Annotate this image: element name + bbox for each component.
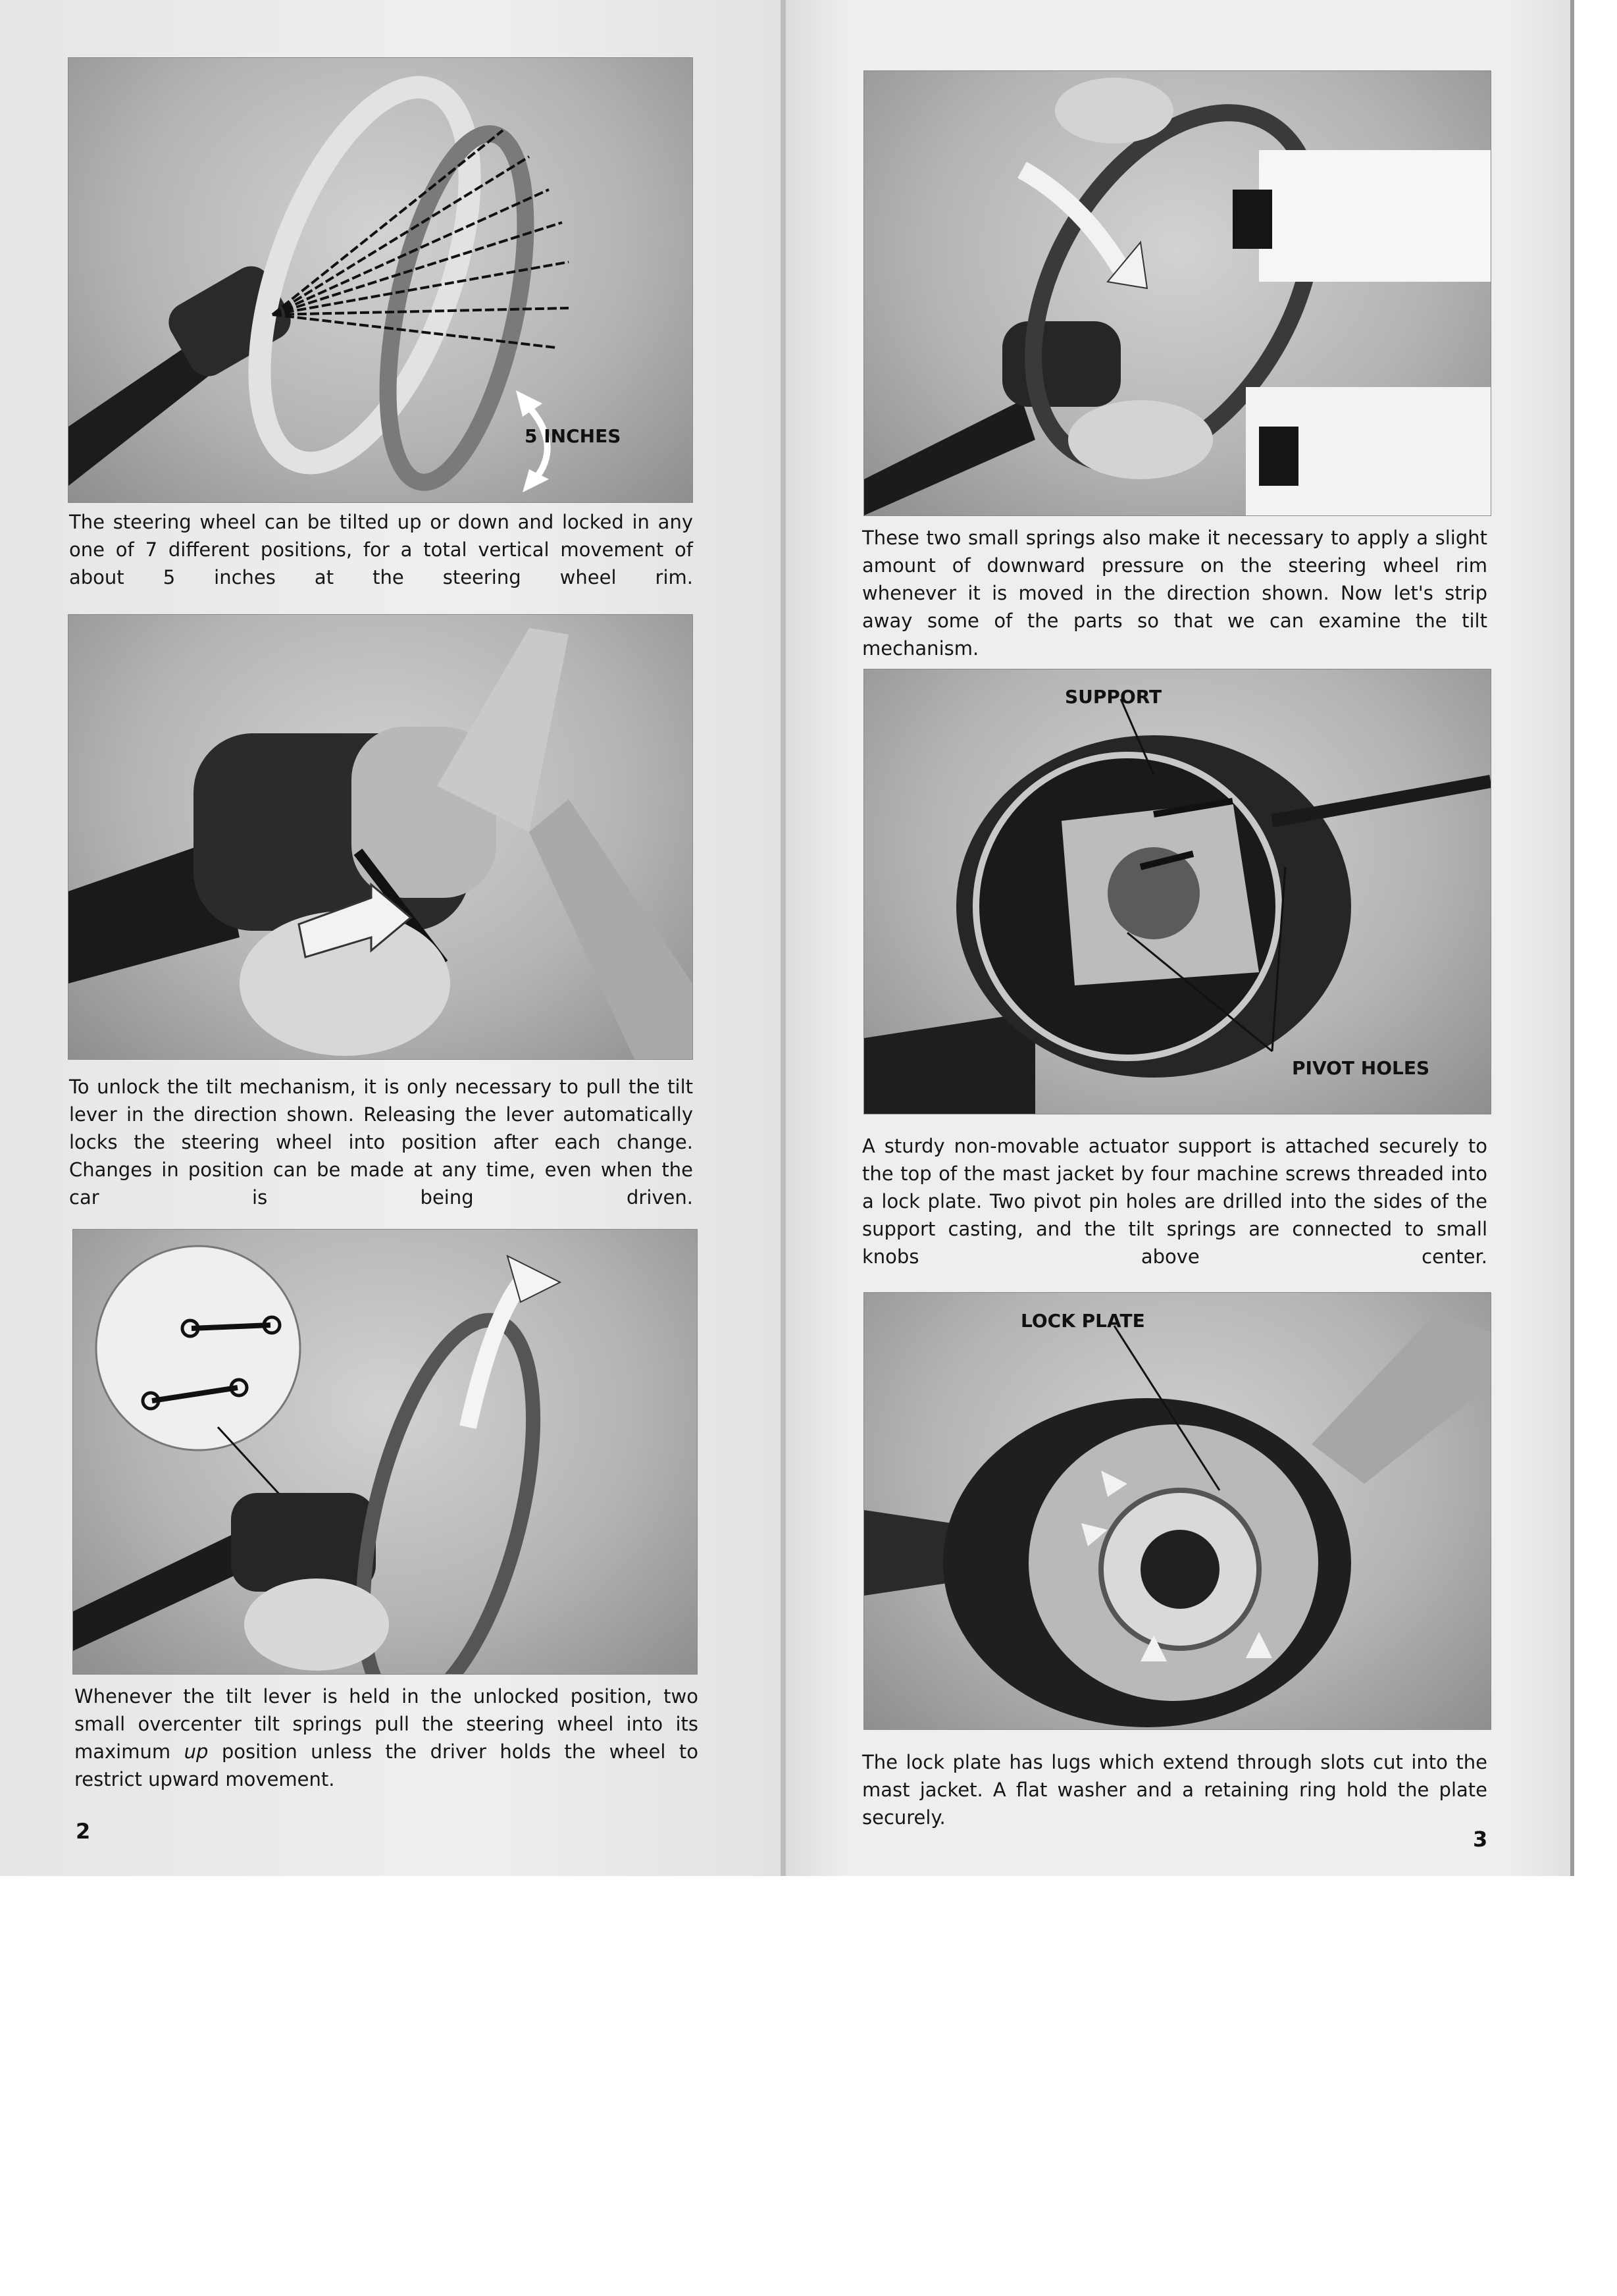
tilt-lever-illustration	[68, 615, 692, 1059]
caption-overcenter-springs-emphasis: up	[184, 1740, 209, 1763]
caption-overcenter-springs-part2: position unless the driver holds the wheel to restrict upward movement.	[74, 1740, 699, 1790]
support-label: SUPPORT	[1065, 686, 1162, 708]
photo-tilt-positions	[68, 57, 693, 503]
caption-overcenter-springs	[74, 1683, 698, 1793]
downward-pressure-illustration	[864, 71, 1491, 515]
caption-actuator-support: A sturdy non-movable actuator support is attached securely to the top of the mast jacket by four machine screws threaded into a lock plate. Two pivot pin holes are drilled into the sides of the support casting, and the tilt springs are connected to small knobs above center.	[862, 1135, 1487, 1268]
caption-downward-pressure: These two small springs also make it necessary to apply a slight amount of downward pressure on the steering wheel rim whenever it is moved in the direction shown. Now let's strip away some of the parts so that we can examine the tilt mechanism.	[862, 527, 1487, 660]
actuator-support-illustration	[864, 669, 1491, 1114]
caption-tilt-positions: The steering wheel can be tilted up or down and locked in any one of 7 different positions, for a total vertical movement of about 5 inches at the steering wheel rim.	[69, 511, 693, 588]
photo-downward-pressure	[863, 70, 1491, 516]
photo-lock-plate	[863, 1292, 1491, 1730]
page-number-left: 2	[76, 1819, 91, 1844]
overcenter-springs-illustration	[73, 1230, 697, 1674]
page-gutter	[781, 0, 786, 1876]
caption-lock-plate: The lock plate has lugs which extend through slots cut into the mast jacket. A flat washer and a retaining ring hold the plate securely.	[862, 1751, 1487, 1829]
photo-overcenter-springs	[72, 1229, 698, 1675]
pivot-holes-label: PIVOT HOLES	[1292, 1057, 1430, 1079]
photo-actuator-support	[863, 669, 1491, 1114]
lock-plate-label: LOCK PLATE	[1021, 1310, 1145, 1332]
five-inches-label: 5 INCHES	[525, 425, 621, 447]
lock-plate-illustration	[864, 1293, 1491, 1729]
photo-tilt-lever	[68, 614, 693, 1060]
caption-tilt-lever: To unlock the tilt mechanism, it is only necessary to pull the tilt lever in the direction shown. Releasing the lever automatically locks the steering wheel into position after each change. Changes in position can be made at any time, even when the car is being driven.	[69, 1076, 693, 1209]
page-number-right: 3	[1473, 1827, 1488, 1852]
page-edge	[1570, 0, 1574, 1876]
caption-overcenter-springs-part1: Whenever the tilt lever is held in the unlocked position, two small overcenter tilt springs pull the steering wheel into its maximum	[74, 1685, 698, 1763]
